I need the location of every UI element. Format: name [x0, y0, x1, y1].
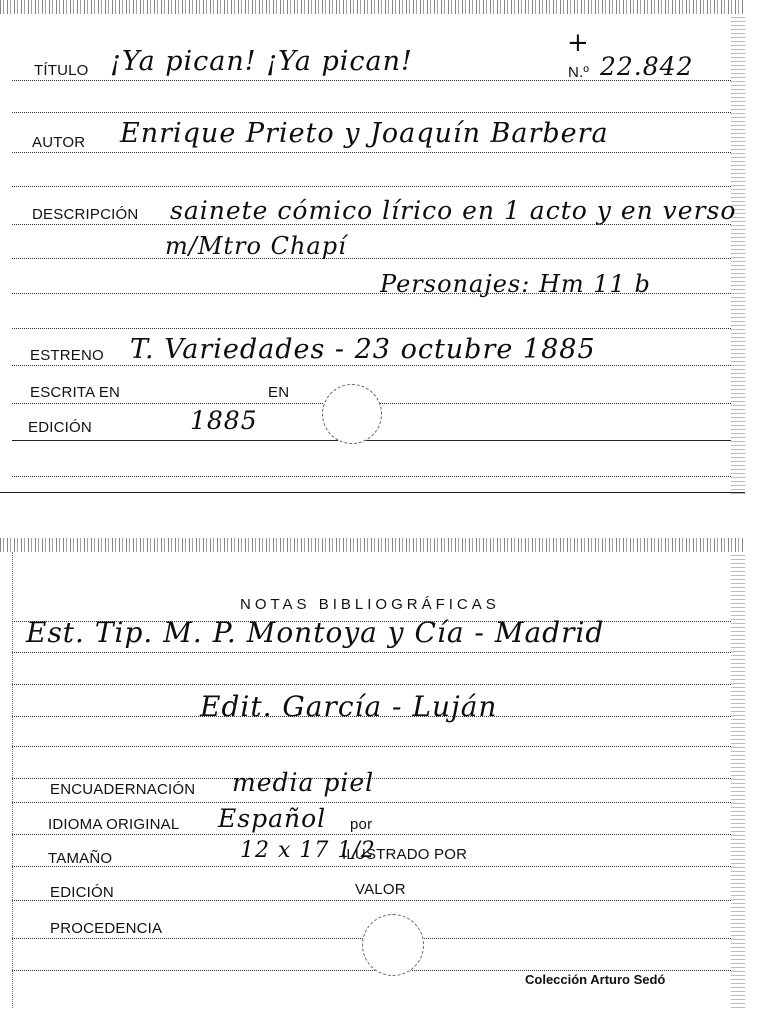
edicion-label: EDICIÓN [28, 419, 92, 436]
rule-line [12, 186, 731, 187]
rule-line [12, 152, 731, 153]
card-right-edge [731, 552, 745, 1008]
en-label: EN [268, 384, 290, 401]
descripcion-line2: m/Mtro Chapí [165, 232, 347, 260]
title-card [0, 0, 745, 494]
punch-hole [362, 914, 424, 976]
rule-line [12, 365, 731, 366]
titulo-value: ¡Ya pican! ¡Ya pican! [110, 46, 413, 77]
estreno-value: T. Variedades - 23 octubre 1885 [130, 334, 596, 365]
notas-line1: Est. Tip. M. P. Montoya y Cía - Madrid [26, 616, 605, 649]
escrita-en-label: ESCRITA EN [30, 384, 121, 401]
descripcion-line1: sainete cómico lírico en 1 acto y en verso [170, 196, 737, 225]
idioma-label: IDIOMA ORIGINAL [48, 816, 180, 833]
rule-line [12, 440, 731, 441]
autor-value: Enrique Prieto y Joaquín Barbera [120, 118, 609, 149]
valor-label: VALOR [355, 881, 406, 898]
rule-line [12, 258, 731, 259]
rule-line [12, 802, 731, 803]
por-label: por [350, 816, 373, 833]
descripcion-line3: Personajes: Hm 11 b [380, 270, 651, 298]
edicion-value: 1885 [190, 406, 258, 435]
rule-line [12, 112, 731, 113]
cross-mark: + [567, 28, 590, 58]
coleccion-credit: Colección Arturo Sedó [525, 972, 666, 987]
edicion-label: EDICIÓN [50, 884, 114, 901]
rule-line [12, 866, 731, 867]
rule-line [12, 476, 731, 477]
card-right-edge [731, 14, 745, 494]
descripcion-label: DESCRIPCIÓN [32, 206, 139, 223]
ilustrado-label: ILUSTRADO POR [342, 846, 468, 863]
rule-line [12, 328, 731, 329]
idioma-value: Español [218, 804, 327, 833]
procedencia-label: PROCEDENCIA [50, 920, 163, 937]
notas-line2: Edit. García - Luján [200, 690, 498, 723]
rule-line [12, 834, 731, 835]
numero-value: 22.842 [600, 52, 694, 81]
autor-label: AUTOR [32, 134, 86, 151]
encuadernacion-label: ENCUADERNACIÓN [50, 781, 196, 798]
rule-line [12, 652, 731, 653]
tamano-value: 12 x 17 1/2 [240, 838, 376, 863]
estreno-label: ESTRENO [30, 347, 104, 364]
tamano-label: TAMAÑO [48, 850, 113, 867]
rule-line [12, 970, 731, 971]
rule-line [12, 900, 731, 901]
card-top-edge [0, 538, 745, 552]
rule-line [12, 746, 731, 747]
numero-label: N.º [568, 64, 590, 81]
card-top-edge [0, 0, 745, 14]
titulo-label: TÍTULO [34, 62, 89, 79]
rule-line [12, 684, 731, 685]
notas-heading: NOTAS BIBLIOGRÁFICAS [240, 596, 500, 613]
punch-hole [322, 384, 382, 444]
encuadernacion-value: media piel [232, 768, 375, 797]
card-bottom-border [0, 492, 745, 493]
notes-card [0, 538, 745, 1008]
